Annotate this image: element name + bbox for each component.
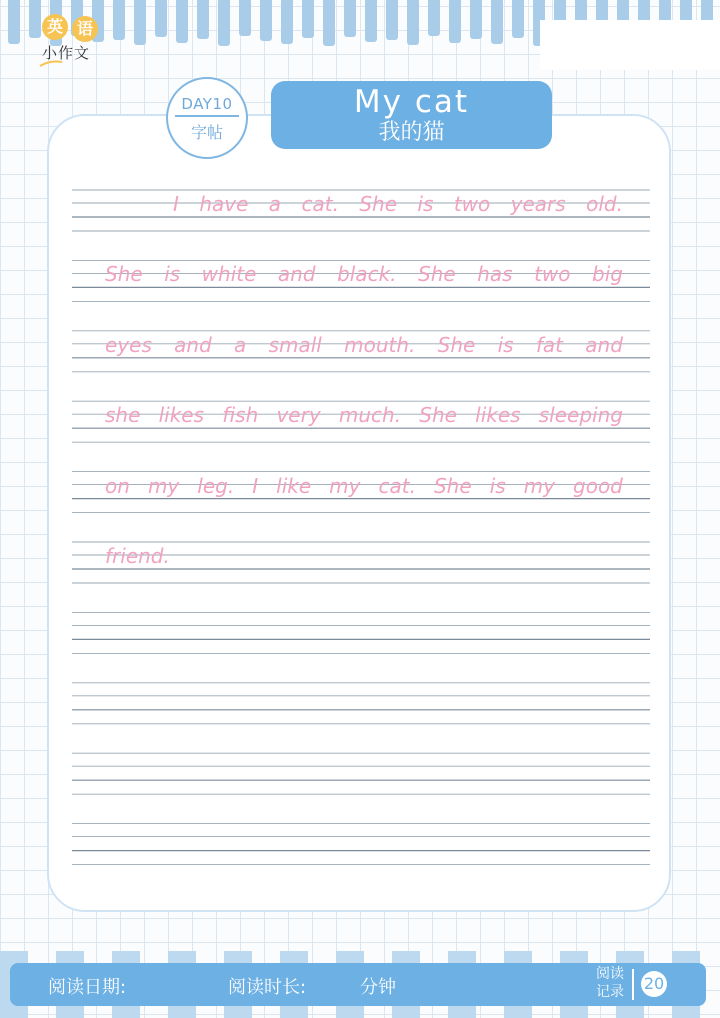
essay-word: She	[359, 192, 398, 216]
reading-date-label: 阅读日期:	[48, 977, 127, 998]
essay-word: fat	[535, 332, 564, 357]
essay-word: and	[585, 332, 623, 357]
essay-word: my	[147, 473, 180, 498]
day-label: DAY10	[181, 95, 233, 113]
essay-word: is	[497, 332, 514, 357]
essay-word: years	[510, 192, 566, 216]
essay-word: small	[268, 332, 322, 357]
reading-record-label	[596, 965, 624, 1001]
record-line-2: 记录	[596, 984, 624, 1000]
essay-word: She	[419, 403, 457, 428]
essay-word: leg.	[197, 473, 235, 498]
essay-word: likes	[475, 403, 521, 428]
essay-word: like	[276, 473, 312, 498]
essay-word: has	[477, 262, 513, 287]
essay-word: friend.	[105, 544, 170, 568]
essay-word: and	[174, 332, 212, 357]
essay-line	[173, 186, 623, 216]
essay-word: She	[433, 473, 472, 498]
essay-word: my	[523, 473, 555, 498]
essay-word: cat.	[378, 473, 416, 498]
essay-word: a	[234, 332, 247, 357]
badge-label: 字帖	[190, 122, 223, 142]
essay-word: is	[489, 473, 506, 498]
essay-word: eyes	[105, 332, 152, 357]
essay-word: cat.	[301, 192, 339, 216]
footer-divider	[632, 969, 634, 1000]
essay-word: fish	[222, 403, 259, 428]
essay-word: have	[199, 192, 249, 216]
essay-word: very	[276, 403, 321, 428]
essay-word: I	[173, 192, 179, 216]
logo-char-1: 英	[42, 14, 68, 40]
essay-word: and	[277, 262, 316, 287]
essay-line	[105, 327, 623, 357]
title-english: My cat	[353, 84, 470, 120]
essay-word: She	[437, 332, 476, 357]
logo-char-2: 语	[72, 16, 98, 42]
essay-line	[105, 397, 623, 427]
essay-word: two	[534, 262, 571, 287]
logo-subtitle: 小作文	[42, 44, 91, 62]
record-line-1: 阅读	[596, 966, 624, 982]
essay-word: big	[592, 262, 623, 287]
essay-word: mouth.	[344, 332, 416, 357]
title-chinese: 我的猫	[378, 120, 445, 145]
essay-word: much.	[338, 403, 402, 428]
essay-word: is	[417, 192, 434, 216]
page-number: 20	[641, 971, 667, 997]
essay-word: sleeping	[538, 403, 623, 428]
essay-line	[105, 256, 623, 286]
essay-word: my	[329, 473, 361, 498]
essay-word: she	[105, 403, 141, 428]
essay-word: two	[453, 192, 491, 216]
essay-word: black.	[337, 262, 397, 287]
essay-word: She	[418, 262, 456, 287]
footer-bar	[10, 963, 706, 1006]
essay-word: good	[573, 473, 623, 498]
minutes-label: 分钟	[360, 977, 396, 998]
essay-line	[105, 538, 623, 568]
essay-word: is	[164, 262, 181, 287]
essay-word: I	[252, 473, 259, 498]
essay-line	[105, 468, 623, 498]
essay-word: old.	[586, 192, 623, 216]
reading-duration-label: 阅读时长:	[228, 977, 307, 998]
essay-word: on	[105, 473, 130, 498]
essay-word: white	[201, 262, 257, 287]
essay-word: a	[268, 192, 282, 216]
essay-word: likes	[158, 403, 205, 428]
essay-word: She	[105, 262, 143, 287]
